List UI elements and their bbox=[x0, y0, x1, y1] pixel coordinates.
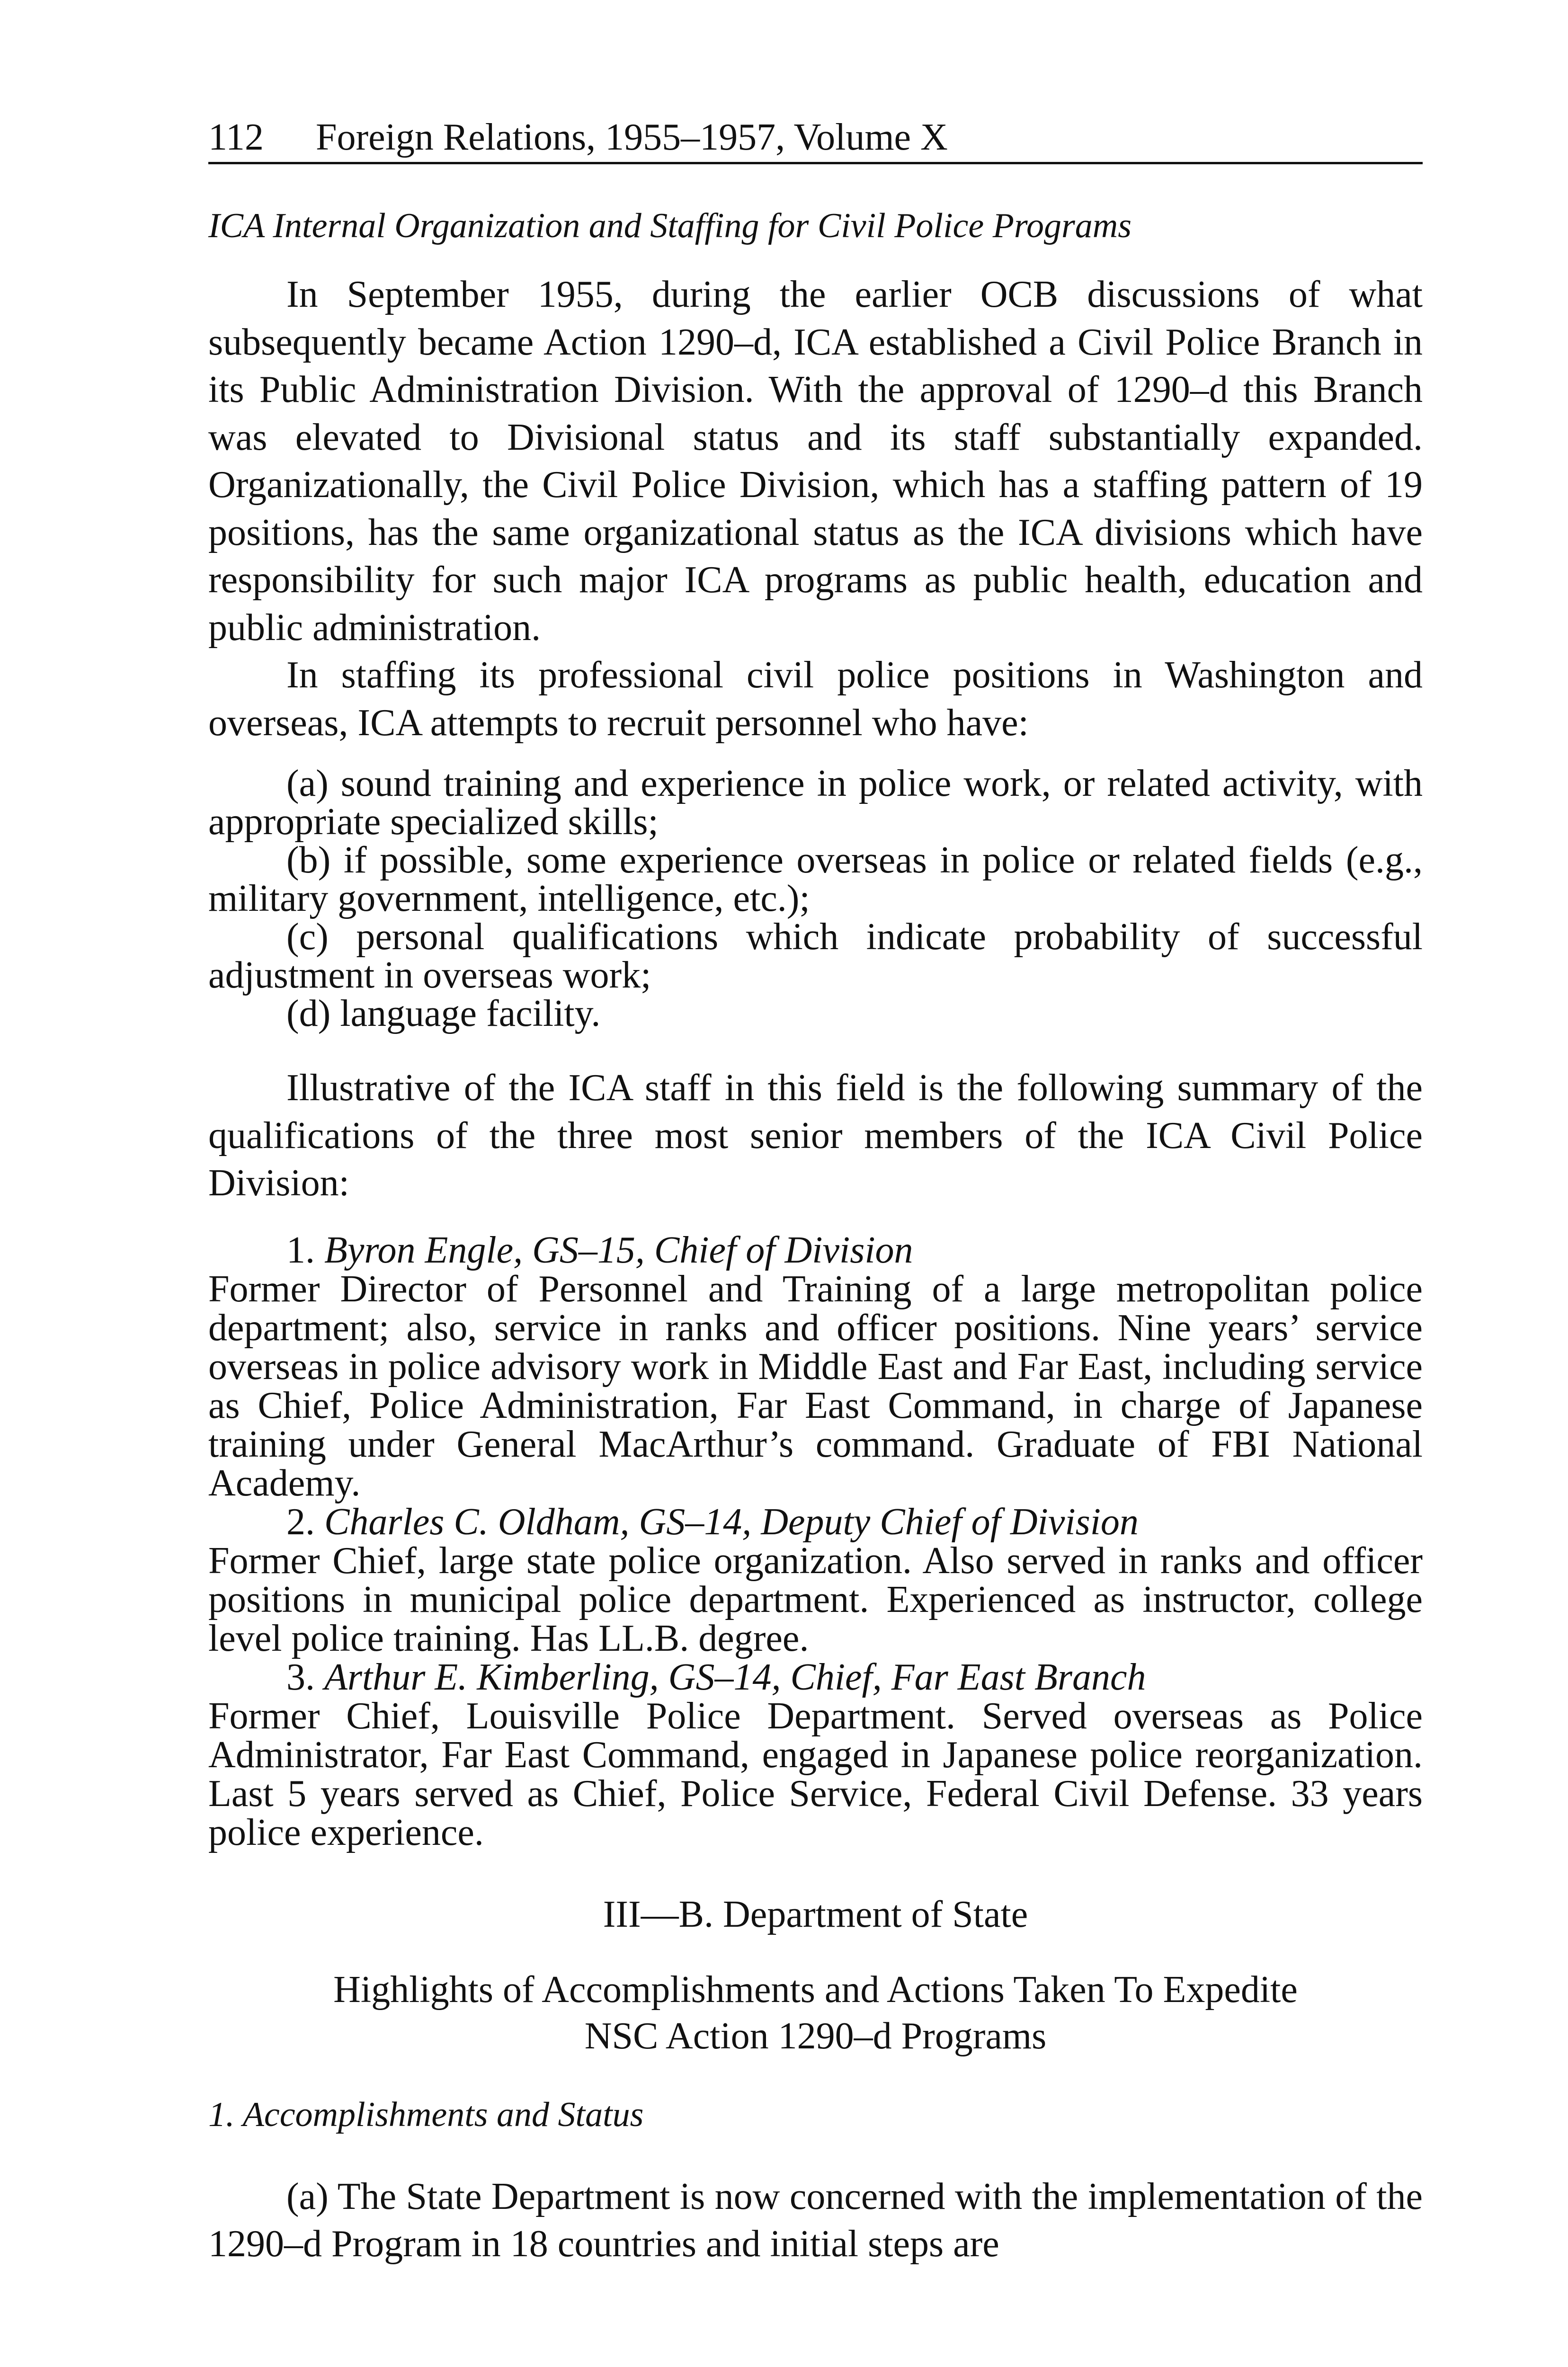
list-item: (a) sound training and experience in police work, or related activity, with appropriate specialized skills; bbox=[208, 763, 1423, 843]
highlights-heading-line: Highlights of Accomplishments and Actions Taken To Expedite bbox=[333, 1968, 1298, 2011]
list-item: (d) language facility. bbox=[286, 993, 601, 1034]
staff-number: 3. bbox=[286, 1656, 315, 1698]
list-item: (c) personal qualifications which indicate probability of successful adjustment in overseas work; bbox=[208, 916, 1423, 996]
section-title: ICA Internal Organization and Staffing for Civil Police Programs bbox=[208, 206, 1132, 245]
staff-number: 2. bbox=[286, 1501, 315, 1543]
staff-description: Former Chief, Louisville Police Department. Served overseas as Police Administrator, Far East Command, engaged in Japanese police reorganization. Last 5 years served as Chief, Police Service, Federal Civil Defense. 33 years police experience. bbox=[208, 1695, 1423, 1853]
staff-list bbox=[208, 1231, 1423, 1852]
running-header bbox=[208, 118, 1423, 164]
staff-description: Former Director of Personnel and Training of a large metropolitan police department; also, service in ranks and officer positions. Nine years’ service overseas in police advisory work in Middle East and Far East, including service as Chief, Police Administration, Far East Command, in charge of Japanese training under General MacArthur’s command. Graduate of FBI National Academy. bbox=[208, 1268, 1423, 1504]
paragraph: Illustrative of the ICA staff in this field is the following summary of the qualifications of the three most senior members of the ICA Civil Police Division: bbox=[208, 1067, 1423, 1204]
paragraph: In staffing its professional civil police positions in Washington and overseas, ICA attempts to recruit personnel who have: bbox=[208, 654, 1423, 744]
running-title: Foreign Relations, 1955–1957, Volume X bbox=[316, 116, 948, 158]
staff-number: 1. bbox=[286, 1229, 315, 1271]
staff-heading bbox=[208, 1231, 1423, 1270]
document-page bbox=[208, 118, 1423, 2268]
staff-heading bbox=[208, 1658, 1423, 1697]
staff-heading bbox=[208, 1503, 1423, 1541]
paragraph: In September 1955, during the earlier OCB discussions of what subsequently became Action 1290–d, ICA established a Civil Police Branch in its Public Administration Division. With the approval of 1290–d this Branch was elevated to Divisional status and its staff substantially expanded. Organizationally, the Civil Police Division, which has a staffing pattern of 19 positions, has the same organizational status as the ICA divisions which have responsibility for such major ICA programs as public health, education and public administration. bbox=[208, 274, 1423, 649]
part-heading: III—B. Department of State bbox=[603, 1893, 1028, 1935]
page-number: 112 bbox=[208, 116, 264, 158]
staff-description: Former Chief, large state police organization. Also served in ranks and officer positions in municipal police department. Experienced as instructor, college level police training. Has LL.B. degree. bbox=[208, 1539, 1423, 1659]
highlights-heading bbox=[208, 1967, 1423, 2059]
subsection-title: 1. Accomplishments and Status bbox=[208, 2095, 644, 2134]
list-item: (b) if possible, some experience overseas in police or related fields (e.g., military government, intelligence, etc.); bbox=[208, 839, 1423, 919]
staff-name-title: Byron Engle, GS–15, Chief of Division bbox=[324, 1229, 913, 1271]
qualifications-list bbox=[208, 765, 1423, 1033]
paragraph: (a) The State Department is now concerned with the implementation of the 1290–d Program in 18 countries and initial steps are bbox=[208, 2175, 1423, 2265]
highlights-heading-line: NSC Action 1290–d Programs bbox=[584, 2015, 1047, 2057]
staff-name-title: Arthur E. Kimberling, GS–14, Chief, Far East Branch bbox=[324, 1656, 1146, 1698]
staff-name-title: Charles C. Oldham, GS–14, Deputy Chief of Division bbox=[324, 1501, 1139, 1543]
